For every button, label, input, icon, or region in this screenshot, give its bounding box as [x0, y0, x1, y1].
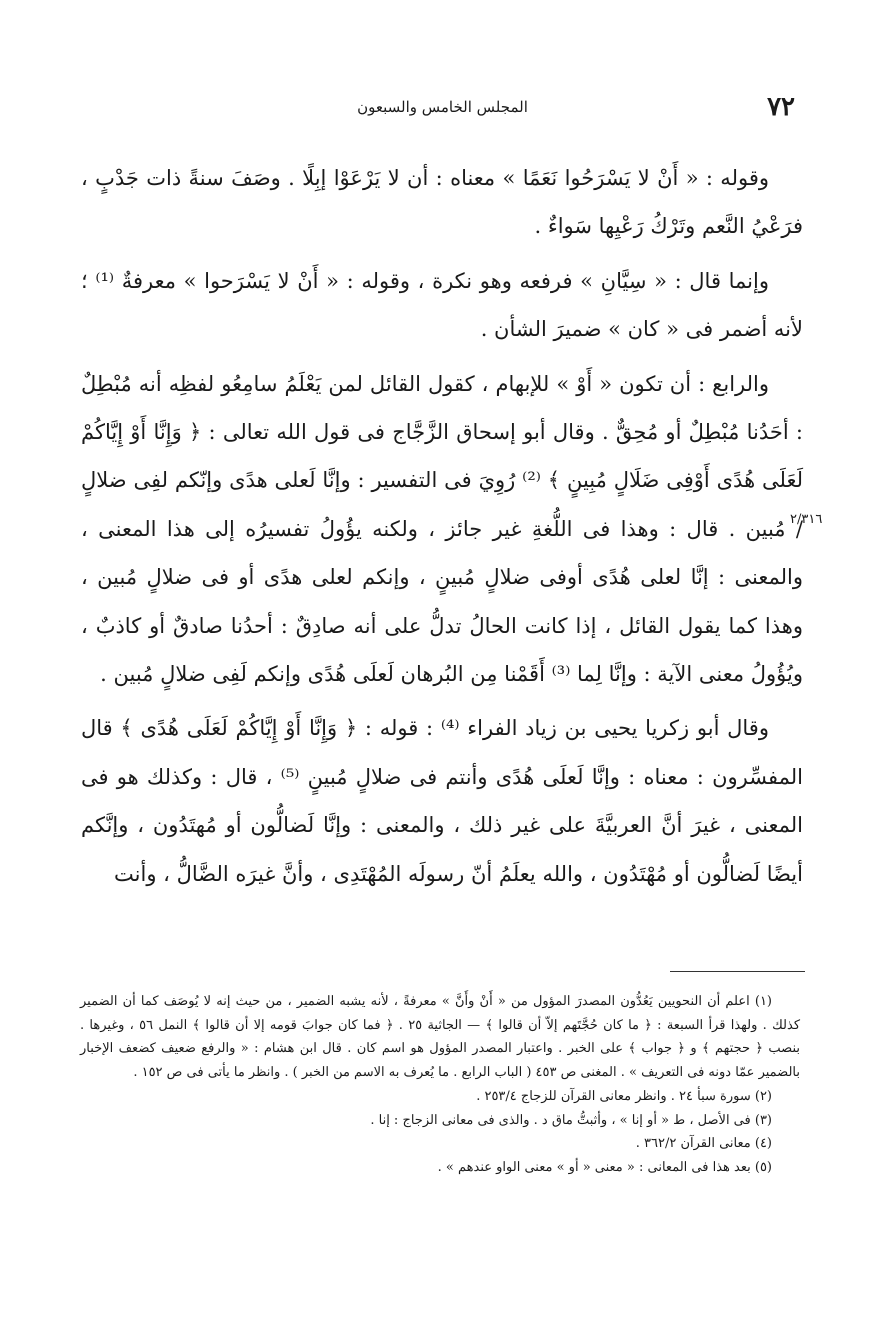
- main-text: [81, 154, 803, 898]
- paragraph: وقوله : « أَنْ لا يَسْرَحُوا نَعَمًا » معناه : أن لا يَرْعَوْا إبِلًا . وصَفَ سنةً ذات جَدْبٍ ، فرَعْيُ النَّعم وتَرْكُ رَعْيِها سَواءٌ .: [81, 166, 803, 239]
- footnote: (٢) سورة سبأ ٢٤ . وانظر معانى القرآن للزجاج ٢٥٣/٤ .: [476, 1088, 772, 1104]
- footnote: (٥) بعد هذا فى المعانى : « معنى « أو » معنى الواو عندهم » .: [437, 1159, 772, 1175]
- margin-reference: ٢/٣١٦: [790, 512, 823, 527]
- page-number: ٧٢: [767, 92, 795, 122]
- running-header-title: المجلس الخامس والسبعون: [357, 98, 528, 116]
- paragraph: وقال أبو زكريا يحيى بن زياد الفراء ⁽⁴⁾ : قوله : ﴿ وَإِنَّا أَوْ إِيَّاكُمْ لَعَلَى هُدًى ﴾ قال المفسِّرون : معناه : وإنَّا لَعلَى هُدًى وأنتم فى ضلالٍ مُبينٍ ⁽⁵⁾ ، قال : وكذلك هو فى المعنى ، غيرَ أنَّ العربيَّةَ على غير ذلك ، والمعنى : وإنَّا لَضالُّون أو مُهتَدُون ، وإنَّكم أيضًا لَضالُّون أو مُهْتَدُون ، والله يعلَمُ أنّ رسولَه المُهْتَدِى ، وأنَّ غيرَه الضَّالُّ ، وأنت: [81, 716, 803, 886]
- footnote-divider: [670, 971, 805, 972]
- paragraph: وإنما قال : « سِيَّانِ » فرفعه وهو نكرة ، وقوله : « أَنْ لا يَسْرَحوا » معرفةٌ ⁽¹⁾ ؛ لأنه أضمر فى « كان » ضميرَ الشأن .: [81, 268, 803, 342]
- footnote: (١) اعلم أن النحويين يَعُدُّون المصدرَ المؤول من « أَنْ وأَنَّ » معرفةً ، لأنه يشبه الضمير ، من حيث إنه لا يُوصَف كما أن الضمير كذلك . ولهذا قرأ السبعة : ﴿ ما كان حُجَّتَهم إلاّ أن قالوا ﴾ — الجاثية ٢٥ . ﴿ فما كان جوابَ قومه إلا أن قالوا ﴾ النمل ٥٦ ، وغيرها . بنصب ﴿ حجتهم ﴾ و ﴿ جواب ﴾ على الخبر . واعتبار المصدر المؤول هو اسم كان . قال ابن هشام : « والرفع ضعيف كضعف الإخبار بالضمير عمّا دونه فى التعريف » . المغنى ص ٤٥٣ ( الباب الرابع . ما يُعرف به الاسم من الخبر ) . وانظر ما يأتى فى ص ١٥٢ .: [80, 994, 801, 1081]
- footnotes: [80, 990, 800, 1180]
- footnote: (٣) فى الأصل ، ط « أو إنا » ، وأثبتُّ ماق د . والذى فى معانى الزجاج : إنا .: [370, 1112, 772, 1128]
- paragraph: والرابع : أن تكون « أَوْ » للإبهام ، كقول القائل لمن يَعْلَمُ سامِعُو لفظِه أنه مُبْطِلٌ : أحَدُنا مُبْطِلٌ أو مُحِقٌّ . وقال أبو إسحاق الزَّجَّاج فى قول الله تعالى : ﴿ وَإِنَّا أَوْ إِيَّاكُمْ لَعَلَى هُدًى أَوْفِى ضَلَالٍ مُبِينٍ ﴾ ⁽²⁾ رُوِيَ فى التفسير : وإنَّا لَعلى هدًى وإنّكم لفِى ضلالٍ / مُبين . قال : وهذا فى اللُّغةِ غير جائز ، ولكنه يؤُولُ تفسيرُه إلى هذا المعنى ، والمعنى : إنَّا لعلى هُدًى أوفى ضلالٍ مُبينٍ ، وإنكم لعلى هدًى أو فى ضلالٍ مُبين ، وهذا كما يقول القائل ، إذا كانت الحالُ تدلُّ على أنه صادِقٌ : أحدُنا صادقٌ أو كاذبٌ ، ويُؤُولُ معنى الآية : وإنَّا لِما ⁽³⁾ أَقَمْنا مِن البُرهان لَعلَى هُدًى وإنكم لَفِى ضلالٍ مُبين .: [81, 371, 803, 687]
- footnote: (٤) معانى القرآن ٣٦٢/٢ .: [635, 1136, 772, 1152]
